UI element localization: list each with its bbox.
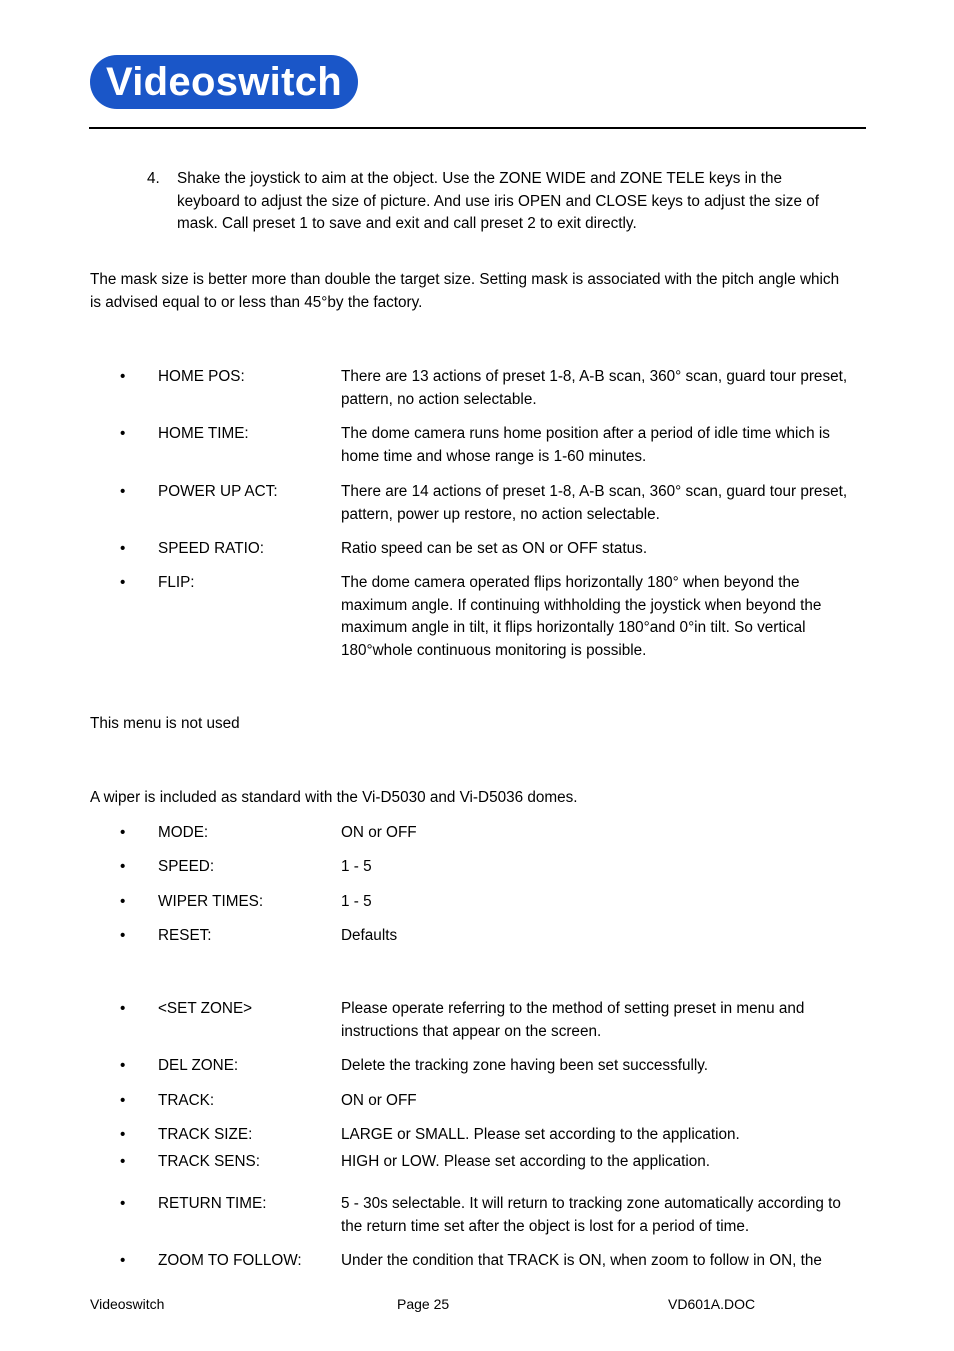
description-line: The dome camera operated flips horizontally 180° when beyond the (341, 574, 800, 591)
step4-line-2: keyboard to adjust the size of picture. And use iris OPEN and CLOSE keys to adjust the size of (177, 192, 819, 210)
setting-label: FLIP: (158, 574, 195, 591)
menu-note: This menu is not used (90, 715, 240, 732)
setting-label: TRACK SENS: (158, 1153, 260, 1170)
description-line: ON or OFF (341, 824, 417, 841)
bullet: • (120, 574, 126, 591)
videoswitch-logo (90, 55, 358, 109)
description-line: maximum angle. If continuing withholding the joystick when beyond the (341, 596, 822, 614)
bullet: • (120, 1252, 126, 1269)
mask-note-line-1: The mask size is better more than double the target size. Setting mask is associated with the pitch angle which (90, 271, 840, 288)
wiper-intro: A wiper is included as standard with the Vi-D5030 and Vi-D5036 domes. (90, 789, 578, 806)
description-line: Defaults (341, 927, 398, 944)
setting-description (341, 423, 866, 468)
setting-description (341, 481, 866, 526)
setting-label: TRACK SIZE: (158, 1126, 253, 1143)
setting-description (341, 856, 866, 879)
mask-note-line-2: is advised equal to or less than 45°by the factory. (90, 293, 423, 311)
bullet: • (120, 1153, 126, 1170)
setting-label: SPEED: (158, 858, 215, 875)
bullet: • (120, 858, 126, 875)
bullet: • (120, 927, 126, 944)
bullet: • (120, 1057, 126, 1074)
description-line: Please operate referring to the method of setting preset in menu and (341, 1000, 805, 1017)
description-line: The dome camera runs home position after a period of idle time which is (341, 425, 830, 442)
footer-page: Page 25 (397, 1296, 450, 1312)
description-line: maximum angle in tilt, it flips horizontally 180°and 0°in tilt. So vertical (341, 619, 806, 637)
setting-description (341, 366, 866, 411)
description-line: home time and whose range is 1-60 minutes. (341, 447, 647, 465)
bullet: • (120, 540, 126, 557)
description-line: 5 - 30s selectable. It will return to tracking zone automatically according to (341, 1195, 841, 1212)
description-line: Under the condition that TRACK is ON, when zoom to follow in ON, the (341, 1252, 822, 1269)
footer-doc: VD601A.DOC (668, 1296, 756, 1312)
step-number: 4. (147, 170, 160, 187)
bullet: • (120, 1000, 126, 1017)
setting-label: MODE: (158, 824, 209, 841)
description-line: There are 14 actions of preset 1-8, A-B scan, 360° scan, guard tour preset, (341, 483, 848, 500)
setting-description (341, 1055, 866, 1078)
setting-description (341, 1090, 866, 1113)
setting-description (341, 538, 866, 561)
bullet: • (120, 824, 126, 841)
description-line: pattern, no action selectable. (341, 390, 537, 408)
setting-label: HOME TIME: (158, 425, 249, 442)
setting-label: HOME POS: (158, 368, 245, 385)
bullet: • (120, 1126, 126, 1143)
setting-label: SPEED RATIO: (158, 540, 264, 557)
setting-description (341, 925, 866, 948)
description-line: LARGE or SMALL. Please set according to the application. (341, 1126, 740, 1143)
description-line: ON or OFF (341, 1092, 417, 1109)
setting-description (341, 1193, 866, 1238)
bullet: • (120, 483, 126, 500)
setting-label: RETURN TIME: (158, 1195, 267, 1212)
setting-description (341, 822, 866, 845)
header-rule (89, 127, 866, 129)
setting-label: <SET ZONE> (158, 1000, 253, 1017)
setting-description (341, 572, 866, 662)
footer-left: Videoswitch (90, 1296, 165, 1312)
setting-label: DEL ZONE: (158, 1057, 239, 1074)
bullet: • (120, 1195, 126, 1212)
description-line: 1 - 5 (341, 858, 372, 875)
description-line: Ratio speed can be set as ON or OFF status. (341, 540, 648, 557)
setting-description (341, 998, 866, 1043)
setting-label: RESET: (158, 927, 212, 944)
description-line: pattern, power up restore, no action selectable. (341, 505, 660, 523)
setting-label: ZOOM TO FOLLOW: (158, 1252, 302, 1269)
setting-description (341, 1124, 866, 1147)
step4-line-3: mask. Call preset 1 to save and exit and call preset 2 to exit directly. (177, 215, 637, 233)
bullet: • (120, 893, 126, 910)
description-line: Delete the tracking zone having been set successfully. (341, 1057, 709, 1074)
logo-text: Videoswitch (106, 59, 342, 104)
bullet: • (120, 425, 126, 442)
setting-label: TRACK: (158, 1092, 215, 1109)
description-line: 1 - 5 (341, 893, 372, 910)
setting-label: POWER UP ACT: (158, 483, 278, 500)
step4-line-1: Shake the joystick to aim at the object. Use the ZONE WIDE and ZONE TELE keys in the (177, 170, 783, 187)
description-line: the return time set after the object is lost for a period of time. (341, 1217, 750, 1235)
setting-description (341, 1151, 866, 1174)
description-line: instructions that appear on the screen. (341, 1022, 602, 1040)
setting-description (341, 891, 866, 914)
description-line: 180°whole continuous monitoring is possible. (341, 641, 647, 659)
bullet: • (120, 368, 126, 385)
setting-label: WIPER TIMES: (158, 893, 264, 910)
bullet: • (120, 1092, 126, 1109)
setting-description (341, 1250, 866, 1273)
description-line: There are 13 actions of preset 1-8, A-B scan, 360° scan, guard tour preset, (341, 368, 848, 385)
description-line: HIGH or LOW. Please set according to the application. (341, 1153, 711, 1170)
